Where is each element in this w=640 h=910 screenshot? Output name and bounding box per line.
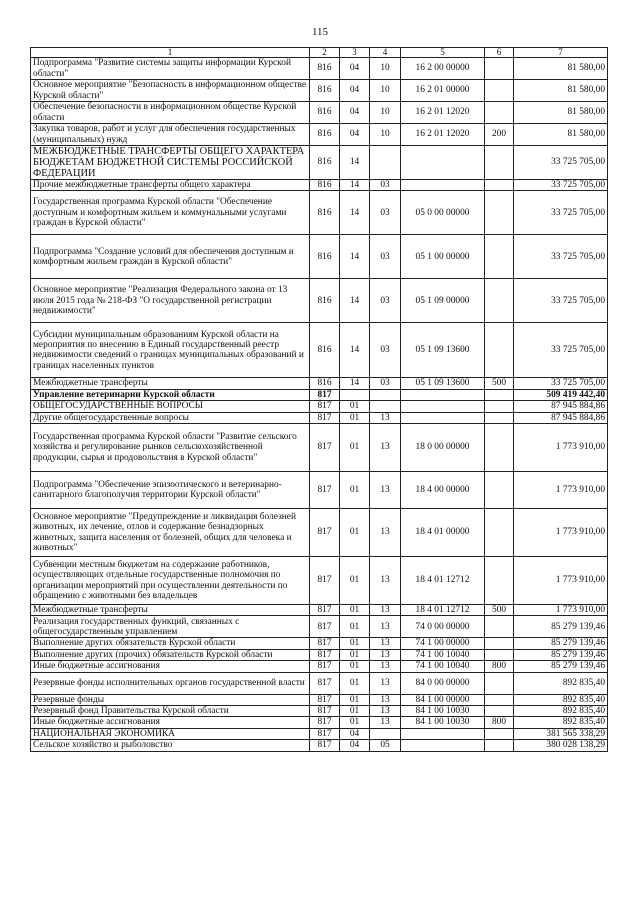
row-value-cell-5: 74 0 00 00000 bbox=[401, 616, 485, 638]
row-value-cell-4: 10 bbox=[370, 80, 401, 102]
row-value-cell-7: 85 279 139,46 bbox=[514, 649, 608, 660]
row-value-cell-4 bbox=[370, 146, 401, 180]
row-value-cell-7: 85 279 139,46 bbox=[514, 616, 608, 638]
row-name-cell: Закупка товаров, работ и услуг для обеспечения государственных (муниципальных) нужд bbox=[31, 124, 310, 146]
row-value-cell-5: 84 1 00 00000 bbox=[401, 694, 485, 705]
row-value-cell-4: 03 bbox=[370, 235, 401, 279]
row-value-cell-3: 01 bbox=[340, 661, 370, 672]
table-header-row bbox=[31, 48, 608, 58]
row-name-cell: Резервный фонд Правительства Курской области bbox=[31, 706, 310, 717]
table-row bbox=[31, 124, 608, 146]
row-value-cell-3: 01 bbox=[340, 694, 370, 705]
row-value-cell-6 bbox=[485, 412, 514, 423]
row-value-cell-5: 18 4 01 00000 bbox=[401, 509, 485, 557]
row-value-cell-5: 05 1 09 00000 bbox=[401, 279, 485, 323]
row-name-cell: Субсидии муниципальным образованиям Курской области на мероприятия по внесению в Единый государственный реестр недвижимости сведений о границах муниципальных образований и границах населенных пунктов bbox=[31, 323, 310, 378]
row-value-cell-2: 817 bbox=[310, 424, 340, 472]
budget-table bbox=[30, 47, 608, 752]
row-value-cell-3: 01 bbox=[340, 649, 370, 660]
row-value-cell-3: 14 bbox=[340, 323, 370, 378]
row-value-cell-3: 01 bbox=[340, 616, 370, 638]
row-value-cell-3: 04 bbox=[340, 740, 370, 751]
row-name-cell: НАЦИОНАЛЬНАЯ ЭКОНОМИКА bbox=[31, 728, 310, 739]
row-value-cell-7: 33 725 705,00 bbox=[514, 279, 608, 323]
row-value-cell-3 bbox=[340, 389, 370, 400]
row-name-cell: Межбюджетные трансферты bbox=[31, 605, 310, 616]
row-value-cell-6 bbox=[485, 472, 514, 509]
row-value-cell-7: 81 580,00 bbox=[514, 58, 608, 80]
row-value-cell-5: 16 2 00 00000 bbox=[401, 58, 485, 80]
row-value-cell-4: 05 bbox=[370, 740, 401, 751]
row-value-cell-7: 1 773 910,00 bbox=[514, 424, 608, 472]
row-value-cell-2: 816 bbox=[310, 124, 340, 146]
row-value-cell-2: 817 bbox=[310, 717, 340, 728]
row-value-cell-4: 10 bbox=[370, 58, 401, 80]
row-name-cell: Государственная программа Курской области "Развитие сельского хозяйства и регулирование рынков сельскохозяйственной продукции, сырья и продовольствия в Курской области" bbox=[31, 424, 310, 472]
row-value-cell-7: 1 773 910,00 bbox=[514, 605, 608, 616]
row-value-cell-5 bbox=[401, 146, 485, 180]
row-value-cell-4: 10 bbox=[370, 102, 401, 124]
table-row bbox=[31, 180, 608, 191]
table-row bbox=[31, 661, 608, 672]
column-header-7: 7 bbox=[514, 48, 608, 58]
row-value-cell-5: 05 1 09 13600 bbox=[401, 323, 485, 378]
row-value-cell-4 bbox=[370, 401, 401, 412]
row-value-cell-4: 03 bbox=[370, 180, 401, 191]
row-value-cell-5: 18 4 00 00000 bbox=[401, 472, 485, 509]
row-value-cell-4: 03 bbox=[370, 279, 401, 323]
table-row bbox=[31, 146, 608, 180]
row-name-cell: Подпрограмма "Обеспечение эпизоотического и ветеринарно-санитарного благополучия территории Курской области" bbox=[31, 472, 310, 509]
row-value-cell-3: 01 bbox=[340, 424, 370, 472]
row-name-cell: Управление ветеринарии Курской области bbox=[31, 389, 310, 400]
row-value-cell-4: 13 bbox=[370, 412, 401, 423]
row-value-cell-6 bbox=[485, 509, 514, 557]
table-row bbox=[31, 509, 608, 557]
row-value-cell-6 bbox=[485, 616, 514, 638]
row-value-cell-6 bbox=[485, 102, 514, 124]
row-value-cell-4: 03 bbox=[370, 378, 401, 389]
row-value-cell-6 bbox=[485, 180, 514, 191]
row-name-cell: Государственная программа Курской области "Обеспечение доступным и комфортным жильем и коммунальными услугами граждан в Курской области" bbox=[31, 191, 310, 235]
row-value-cell-3: 01 bbox=[340, 638, 370, 649]
row-value-cell-7: 33 725 705,00 bbox=[514, 323, 608, 378]
row-value-cell-6: 500 bbox=[485, 378, 514, 389]
table-row bbox=[31, 401, 608, 412]
row-value-cell-3: 01 bbox=[340, 706, 370, 717]
row-value-cell-6 bbox=[485, 740, 514, 751]
column-header-3: 3 bbox=[340, 48, 370, 58]
table-row bbox=[31, 717, 608, 728]
column-header-2: 2 bbox=[310, 48, 340, 58]
row-value-cell-3: 14 bbox=[340, 279, 370, 323]
table-row bbox=[31, 649, 608, 660]
table-row bbox=[31, 694, 608, 705]
row-value-cell-6 bbox=[485, 672, 514, 694]
table-row bbox=[31, 279, 608, 323]
row-value-cell-2: 816 bbox=[310, 235, 340, 279]
row-name-cell: Иные бюджетные ассигнования bbox=[31, 717, 310, 728]
row-value-cell-3: 01 bbox=[340, 401, 370, 412]
row-value-cell-4: 13 bbox=[370, 672, 401, 694]
row-value-cell-5: 74 1 00 10040 bbox=[401, 649, 485, 660]
row-value-cell-5: 74 1 00 00000 bbox=[401, 638, 485, 649]
row-value-cell-2: 817 bbox=[310, 728, 340, 739]
table-row bbox=[31, 58, 608, 80]
table-row bbox=[31, 412, 608, 423]
row-value-cell-7: 1 773 910,00 bbox=[514, 472, 608, 509]
row-value-cell-5: 05 1 09 13600 bbox=[401, 378, 485, 389]
row-name-cell: Резервные фонды bbox=[31, 694, 310, 705]
row-name-cell: Субвенции местным бюджетам на содержание работников, осуществляющих отдельные государственные полномочия по организации мероприятий при осуществлении деятельности по обращению с животными без владельцев bbox=[31, 557, 310, 605]
row-value-cell-7: 1 773 910,00 bbox=[514, 557, 608, 605]
row-value-cell-3: 14 bbox=[340, 191, 370, 235]
row-value-cell-7: 87 945 884,86 bbox=[514, 412, 608, 423]
row-value-cell-6: 200 bbox=[485, 124, 514, 146]
row-value-cell-2: 816 bbox=[310, 180, 340, 191]
row-value-cell-5 bbox=[401, 412, 485, 423]
row-value-cell-5: 16 2 01 12020 bbox=[401, 124, 485, 146]
column-header-6: 6 bbox=[485, 48, 514, 58]
table-row bbox=[31, 378, 608, 389]
column-header-1: 1 bbox=[31, 48, 310, 58]
row-value-cell-4: 03 bbox=[370, 323, 401, 378]
row-value-cell-2: 816 bbox=[310, 102, 340, 124]
row-value-cell-3: 04 bbox=[340, 80, 370, 102]
row-value-cell-2: 816 bbox=[310, 58, 340, 80]
row-value-cell-3: 04 bbox=[340, 58, 370, 80]
row-value-cell-2: 817 bbox=[310, 412, 340, 423]
table-row bbox=[31, 80, 608, 102]
row-value-cell-3: 01 bbox=[340, 557, 370, 605]
row-value-cell-4: 13 bbox=[370, 472, 401, 509]
row-value-cell-4: 13 bbox=[370, 706, 401, 717]
row-value-cell-6 bbox=[485, 728, 514, 739]
row-value-cell-7: 381 565 338,29 bbox=[514, 728, 608, 739]
row-value-cell-6 bbox=[485, 557, 514, 605]
row-name-cell: Другие общегосударственные вопросы bbox=[31, 412, 310, 423]
row-name-cell: Резервные фонды исполнительных органов государственной власти bbox=[31, 672, 310, 694]
row-value-cell-4 bbox=[370, 389, 401, 400]
table-row bbox=[31, 472, 608, 509]
row-value-cell-6 bbox=[485, 80, 514, 102]
row-value-cell-7: 33 725 705,00 bbox=[514, 191, 608, 235]
row-name-cell: Реализация государственных функций, связанных с общегосударственным управлением bbox=[31, 616, 310, 638]
row-value-cell-3: 01 bbox=[340, 672, 370, 694]
row-value-cell-6: 800 bbox=[485, 661, 514, 672]
row-value-cell-7: 33 725 705,00 bbox=[514, 146, 608, 180]
table-row bbox=[31, 740, 608, 751]
row-value-cell-2: 817 bbox=[310, 740, 340, 751]
row-value-cell-6 bbox=[485, 323, 514, 378]
row-value-cell-2: 817 bbox=[310, 557, 340, 605]
row-value-cell-2: 817 bbox=[310, 661, 340, 672]
row-value-cell-5 bbox=[401, 389, 485, 400]
row-value-cell-5: 05 0 00 00000 bbox=[401, 191, 485, 235]
row-name-cell: Выполнение других (прочих) обязательств Курской области bbox=[31, 649, 310, 660]
row-value-cell-4: 13 bbox=[370, 424, 401, 472]
row-value-cell-5: 16 2 01 12020 bbox=[401, 102, 485, 124]
row-value-cell-3: 01 bbox=[340, 717, 370, 728]
row-value-cell-5: 84 0 00 00000 bbox=[401, 672, 485, 694]
row-value-cell-3: 04 bbox=[340, 728, 370, 739]
row-value-cell-5: 84 1 00 10030 bbox=[401, 717, 485, 728]
row-value-cell-4: 13 bbox=[370, 605, 401, 616]
table-row bbox=[31, 616, 608, 638]
row-value-cell-6 bbox=[485, 706, 514, 717]
row-value-cell-2: 816 bbox=[310, 191, 340, 235]
row-value-cell-5: 84 1 00 10030 bbox=[401, 706, 485, 717]
row-value-cell-6: 500 bbox=[485, 605, 514, 616]
row-name-cell: Иные бюджетные ассигнования bbox=[31, 661, 310, 672]
row-value-cell-3: 14 bbox=[340, 235, 370, 279]
table-row bbox=[31, 728, 608, 739]
table-row bbox=[31, 235, 608, 279]
table-row bbox=[31, 389, 608, 400]
row-value-cell-7: 81 580,00 bbox=[514, 102, 608, 124]
row-value-cell-2: 817 bbox=[310, 616, 340, 638]
table-row bbox=[31, 102, 608, 124]
table-row bbox=[31, 557, 608, 605]
row-value-cell-3: 01 bbox=[340, 412, 370, 423]
row-name-cell: Основное мероприятие "Безопасность в информационном обществе Курской области" bbox=[31, 80, 310, 102]
row-value-cell-4 bbox=[370, 728, 401, 739]
table-row bbox=[31, 638, 608, 649]
row-value-cell-6 bbox=[485, 694, 514, 705]
row-value-cell-6 bbox=[485, 638, 514, 649]
row-value-cell-2: 817 bbox=[310, 472, 340, 509]
row-value-cell-2: 817 bbox=[310, 509, 340, 557]
row-name-cell: Выполнение других обязательств Курской области bbox=[31, 638, 310, 649]
row-value-cell-7: 87 945 884,86 bbox=[514, 401, 608, 412]
table-row bbox=[31, 672, 608, 694]
row-name-cell: Подпрограмма "Создание условий для обеспечения доступным и комфортным жильем граждан в Курской области" bbox=[31, 235, 310, 279]
row-value-cell-5: 18 4 01 12712 bbox=[401, 605, 485, 616]
row-value-cell-2: 817 bbox=[310, 605, 340, 616]
table-row bbox=[31, 191, 608, 235]
column-header-4: 4 bbox=[370, 48, 401, 58]
row-value-cell-7: 81 580,00 bbox=[514, 80, 608, 102]
row-value-cell-5 bbox=[401, 728, 485, 739]
row-name-cell: ОБЩЕГОСУДАРСТВЕННЫЕ ВОПРОСЫ bbox=[31, 401, 310, 412]
row-value-cell-7: 892 835,40 bbox=[514, 717, 608, 728]
row-value-cell-7: 33 725 705,00 bbox=[514, 235, 608, 279]
row-value-cell-3: 01 bbox=[340, 605, 370, 616]
row-value-cell-3: 01 bbox=[340, 472, 370, 509]
row-value-cell-7: 85 279 139,46 bbox=[514, 661, 608, 672]
row-value-cell-5 bbox=[401, 180, 485, 191]
row-value-cell-3: 01 bbox=[340, 509, 370, 557]
row-name-cell: МЕЖБЮДЖЕТНЫЕ ТРАНСФЕРТЫ ОБЩЕГО ХАРАКТЕРА БЮДЖЕТАМ БЮДЖЕТНОЙ СИСТЕМЫ РОССИЙСКОЙ ФЕДЕРАЦИИ bbox=[31, 146, 310, 180]
table-row bbox=[31, 323, 608, 378]
row-value-cell-6 bbox=[485, 389, 514, 400]
row-value-cell-4: 13 bbox=[370, 649, 401, 660]
table-row bbox=[31, 706, 608, 717]
row-value-cell-2: 816 bbox=[310, 378, 340, 389]
row-value-cell-2: 816 bbox=[310, 80, 340, 102]
row-value-cell-7: 33 725 705,00 bbox=[514, 180, 608, 191]
row-value-cell-2: 817 bbox=[310, 694, 340, 705]
row-value-cell-3: 14 bbox=[340, 146, 370, 180]
row-value-cell-7: 1 773 910,00 bbox=[514, 509, 608, 557]
row-name-cell: Подпрограмма "Развитие системы защиты информации Курской области" bbox=[31, 58, 310, 80]
row-name-cell: Основное мероприятие "Предупреждение и ликвидация болезней животных, их лечение, отлов и содержание безнадзорных животных, защита населения от болезней, общих для человека и животных" bbox=[31, 509, 310, 557]
row-value-cell-2: 817 bbox=[310, 672, 340, 694]
row-name-cell: Межбюджетные трансферты bbox=[31, 378, 310, 389]
row-value-cell-2: 817 bbox=[310, 649, 340, 660]
row-value-cell-7: 85 279 139,46 bbox=[514, 638, 608, 649]
row-value-cell-7: 33 725 705,00 bbox=[514, 378, 608, 389]
row-value-cell-3: 14 bbox=[340, 180, 370, 191]
table-row bbox=[31, 605, 608, 616]
row-value-cell-2: 816 bbox=[310, 323, 340, 378]
row-value-cell-5: 16 2 01 00000 bbox=[401, 80, 485, 102]
row-value-cell-4: 13 bbox=[370, 616, 401, 638]
row-value-cell-6 bbox=[485, 146, 514, 180]
row-value-cell-5 bbox=[401, 740, 485, 751]
row-value-cell-7: 81 580,00 bbox=[514, 124, 608, 146]
row-value-cell-4: 10 bbox=[370, 124, 401, 146]
row-value-cell-4: 13 bbox=[370, 638, 401, 649]
row-value-cell-4: 03 bbox=[370, 191, 401, 235]
row-value-cell-6 bbox=[485, 279, 514, 323]
row-value-cell-2: 817 bbox=[310, 389, 340, 400]
row-value-cell-3: 14 bbox=[340, 378, 370, 389]
row-value-cell-7: 892 835,40 bbox=[514, 672, 608, 694]
row-value-cell-5: 18 0 00 00000 bbox=[401, 424, 485, 472]
row-value-cell-3: 04 bbox=[340, 124, 370, 146]
row-value-cell-6 bbox=[485, 235, 514, 279]
row-value-cell-4: 13 bbox=[370, 661, 401, 672]
row-name-cell: Обеспечение безопасности в информационном обществе Курской области bbox=[31, 102, 310, 124]
row-value-cell-4: 13 bbox=[370, 557, 401, 605]
column-header-5: 5 bbox=[401, 48, 485, 58]
row-value-cell-6 bbox=[485, 401, 514, 412]
row-name-cell: Сельское хозяйство и рыболовство bbox=[31, 740, 310, 751]
row-value-cell-5: 74 1 00 10040 bbox=[401, 661, 485, 672]
row-value-cell-2: 816 bbox=[310, 279, 340, 323]
row-value-cell-2: 816 bbox=[310, 146, 340, 180]
page-number: 115 bbox=[311, 26, 329, 38]
row-value-cell-7: 509 419 442,40 bbox=[514, 389, 608, 400]
row-value-cell-6 bbox=[485, 649, 514, 660]
row-value-cell-6 bbox=[485, 424, 514, 472]
row-value-cell-5: 05 1 00 00000 bbox=[401, 235, 485, 279]
row-value-cell-5 bbox=[401, 401, 485, 412]
table-row bbox=[31, 424, 608, 472]
row-value-cell-3: 04 bbox=[340, 102, 370, 124]
row-value-cell-2: 817 bbox=[310, 706, 340, 717]
row-value-cell-6 bbox=[485, 58, 514, 80]
row-value-cell-7: 892 835,40 bbox=[514, 706, 608, 717]
row-name-cell: Прочие межбюджетные трансферты общего характера bbox=[31, 180, 310, 191]
row-value-cell-7: 892 835,40 bbox=[514, 694, 608, 705]
row-value-cell-2: 817 bbox=[310, 638, 340, 649]
row-value-cell-4: 13 bbox=[370, 509, 401, 557]
row-value-cell-6: 800 bbox=[485, 717, 514, 728]
row-value-cell-2: 817 bbox=[310, 401, 340, 412]
row-value-cell-7: 380 028 138,29 bbox=[514, 740, 608, 751]
row-value-cell-6 bbox=[485, 191, 514, 235]
row-name-cell: Основное мероприятие "Реализация Федерального закона от 13 июля 2015 года № 218-ФЗ "О государственной регистрации недвижимости" bbox=[31, 279, 310, 323]
row-value-cell-4: 13 bbox=[370, 694, 401, 705]
row-value-cell-4: 13 bbox=[370, 717, 401, 728]
row-value-cell-5: 18 4 01 12712 bbox=[401, 557, 485, 605]
